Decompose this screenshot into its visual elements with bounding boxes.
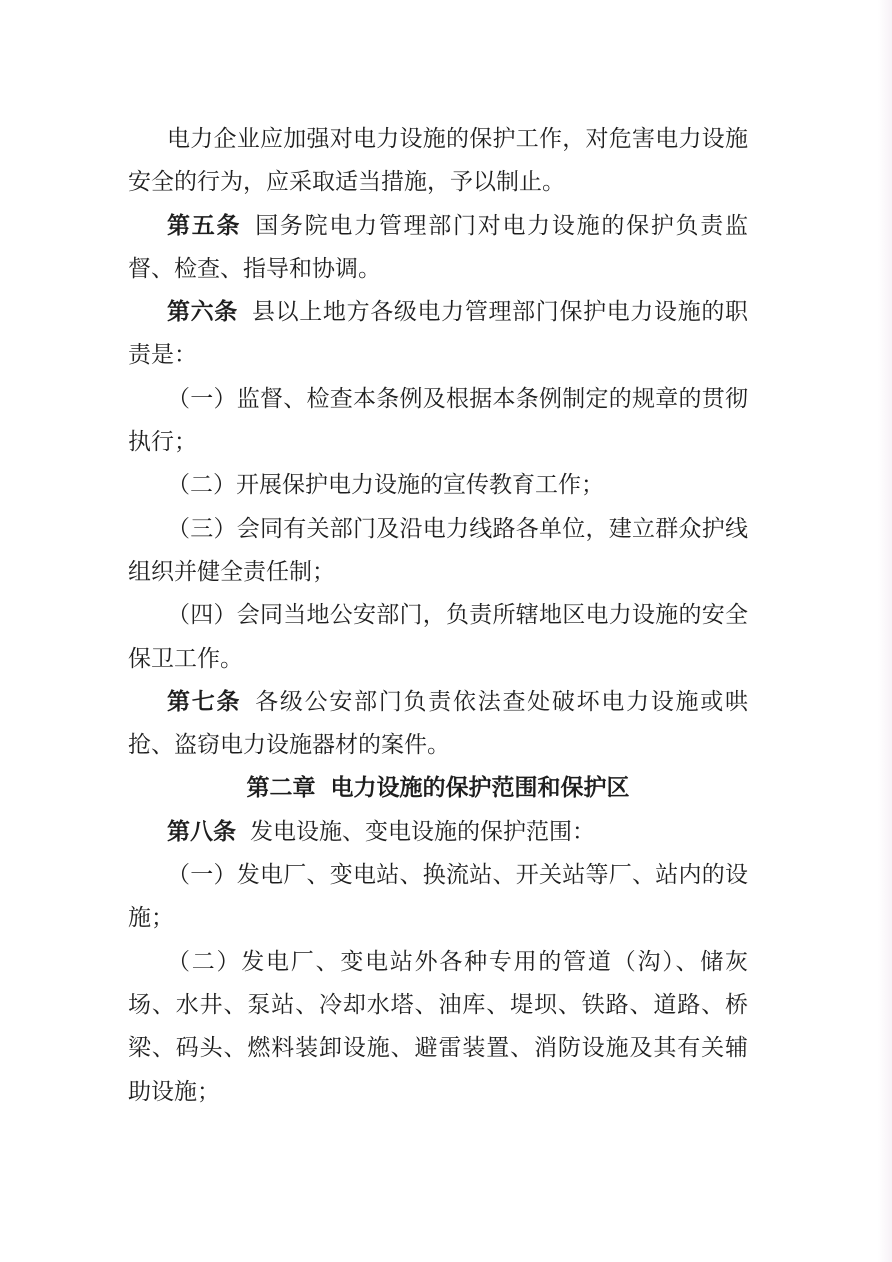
paragraph bbox=[128, 117, 748, 204]
paragraph-text: （一）监督、检查本条例及根据本条例制定的规章的贯彻执行； bbox=[128, 385, 748, 455]
document-text-block bbox=[128, 117, 748, 1113]
article-number: 第六条 bbox=[167, 299, 238, 325]
paragraph bbox=[128, 507, 748, 594]
paragraph-text: 电力企业应加强对电力设施的保护工作，对危害电力设施安全的行为，应采取适当措施，予以制止。 bbox=[128, 126, 748, 195]
chapter-heading bbox=[128, 766, 748, 809]
scan-edge-artifact bbox=[878, 0, 892, 1262]
paragraph bbox=[128, 463, 748, 506]
paragraph bbox=[128, 680, 748, 767]
chapter-title-text: 电力设施的保护范围和保护区 bbox=[330, 775, 630, 801]
article-number: 第八条 bbox=[167, 818, 236, 844]
paragraph-text: 各级公安部门负责依法查处破坏电力设施或哄抢、盗窃电力设施器材的案件。 bbox=[128, 688, 749, 758]
paragraph-text: （二）开展保护电力设施的宣传教育工作； bbox=[167, 472, 604, 498]
paragraph-text: 发电设施、变电设施的保护范围： bbox=[250, 818, 595, 844]
paragraph bbox=[128, 940, 748, 1113]
article-number: 第七条 bbox=[167, 688, 242, 714]
paragraph-text: 国务院电力管理部门对电力设施的保护负责监督、检查、指导和协调。 bbox=[128, 212, 749, 281]
paragraph bbox=[128, 593, 748, 680]
chapter-number: 第二章 bbox=[246, 775, 316, 801]
paragraph-text: （四）会同当地公安部门，负责所辖地区电力设施的安全保卫工作。 bbox=[128, 602, 748, 671]
article-number: 第五条 bbox=[167, 212, 242, 238]
paragraph-text: （一）发电厂、变电站、换流站、开关站等厂、站内的设施； bbox=[128, 862, 748, 931]
paragraph bbox=[128, 290, 748, 377]
paragraph bbox=[128, 853, 748, 940]
paragraph bbox=[128, 377, 748, 464]
paragraph-text: （二）发电厂、变电站外各种专用的管道（沟）、储灰场、水井、泵站、冷却水塔、油库、堤坝、铁路、道路、桥梁、码头、燃料装卸设施、避雷装置、消防设施及其有关辅助设施； bbox=[128, 948, 748, 1104]
paragraph-text: 县以上地方各级电力管理部门保护电力设施的职责是： bbox=[128, 299, 749, 368]
paragraph bbox=[128, 810, 748, 853]
paragraph-text: （三）会同有关部门及沿电力线路各单位，建立群众护线组织并健全责任制； bbox=[128, 515, 748, 584]
paragraph bbox=[128, 204, 748, 291]
